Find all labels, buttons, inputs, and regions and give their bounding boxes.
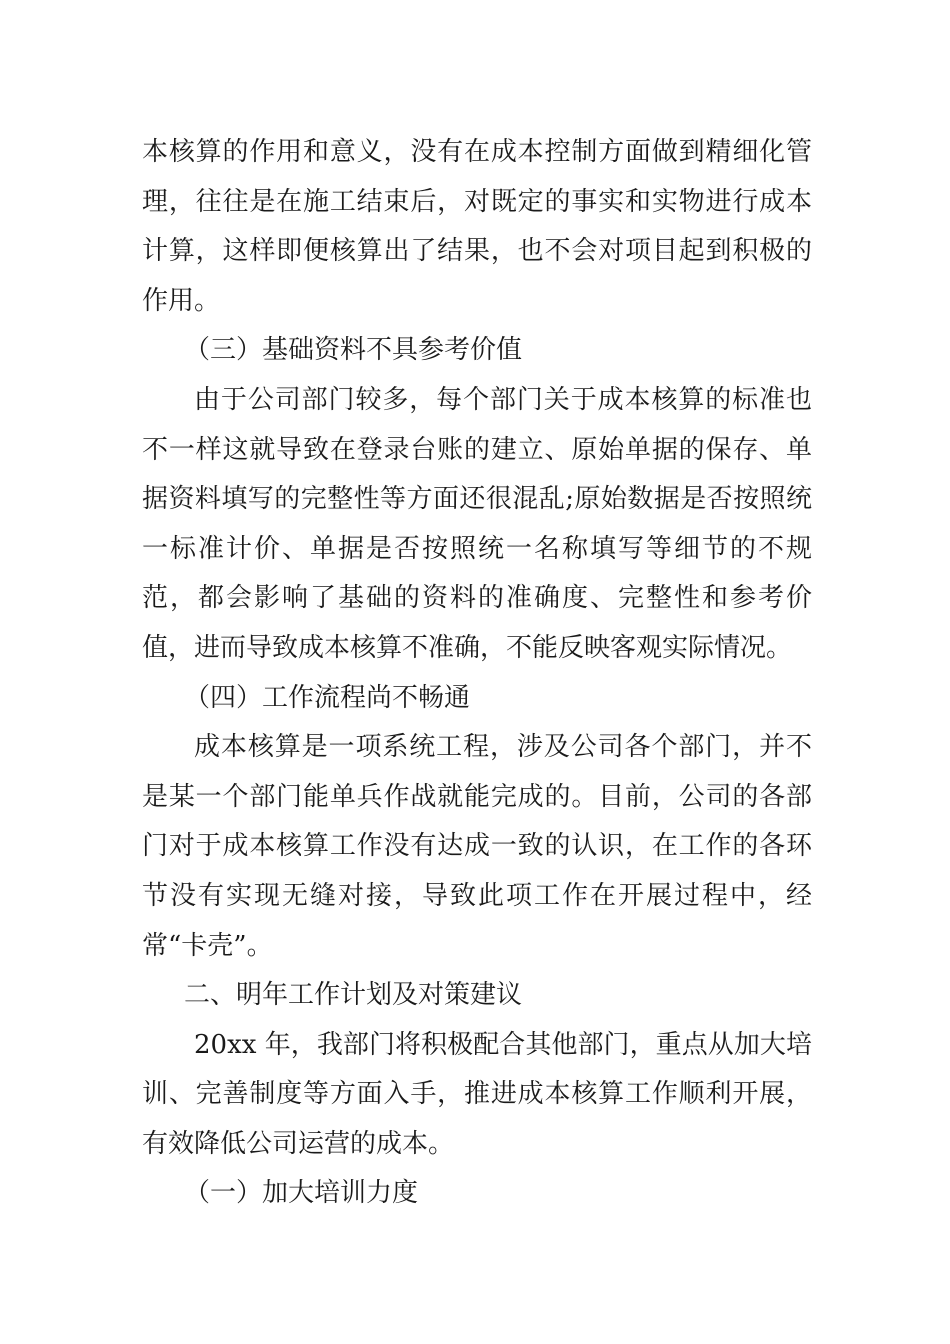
paragraph-basic-data: 由于公司部门较多，每个部门关于成本核算的标准也不一样这就导致在登录台账的建立、原始单据的保存、单据资料填写的完整性等方面还很混乱;原始数据是否按照统一标准计价、单据是否按照统一名称填写等细节的不规范，都会影响了基础的资料的准确度、完整性和参考价值，进而导致成本核算不准确，不能反映客观实际情况。 [142,384,812,663]
paragraph-next-year-plan: 20xx 年，我部门将积极配合其他部门，重点从加大培训、完善制度等方面入手，推进成本核算工作顺利开展，有效降低公司运营的成本。 [142,1029,812,1159]
subheading-four: （四）工作流程尚不畅通 [184,682,471,713]
paragraph-workflow: 成本核算是一项系统工程，涉及公司各个部门，并不是某一个部门能单兵作战就能完成的。目前，公司的各部门对于成本核算工作没有达成一致的认识，在工作的各环节没有实现无缝对接，导致此项工作在开展过程中，经常“卡壳”。 [142,732,812,961]
section-heading-two: 二、明年工作计划及对策建议 [184,980,523,1011]
subheading-three: （三）基础资料不具参考价值 [184,335,523,366]
paragraph-continued: 本核算的作用和意义，没有在成本控制方面做到精细化管理，往往是在施工结束后，对既定的事实和实物进行成本计算，这样即便核算出了结果，也不会对项目起到积极的作用。 [142,137,812,316]
document-body [142,128,812,1219]
subheading-one: （一）加大培训力度 [184,1178,419,1209]
